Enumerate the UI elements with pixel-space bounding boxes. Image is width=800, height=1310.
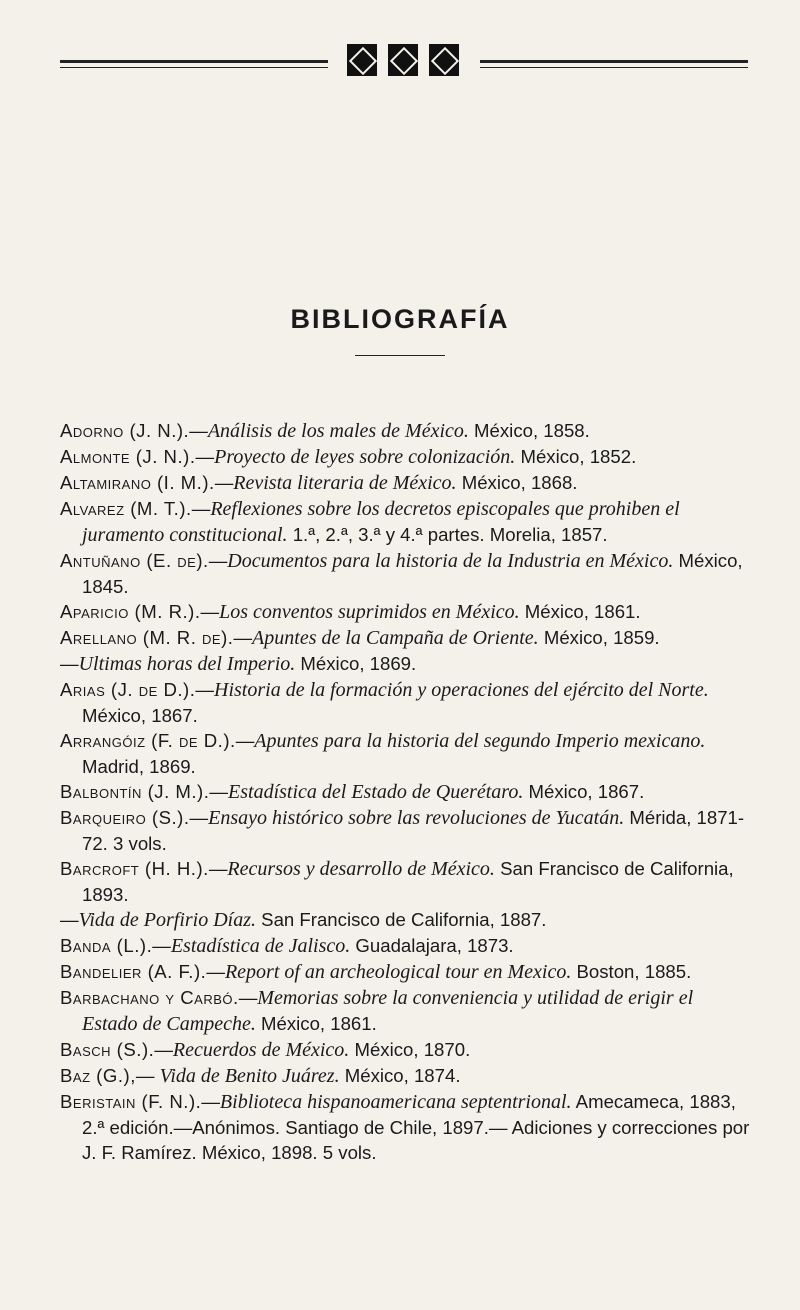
entry-title: Biblioteca hispanoamericana septentrional. [219,1091,572,1113]
bibliography-entry [60,1063,750,1089]
entry-imprint: México, 1867. [523,781,645,802]
entry-author: Basch (S.). [60,1039,155,1060]
entry-title: Análisis de los males de México. [207,420,469,442]
bibliography-entry [60,959,750,985]
entry-title: Ensayo histórico sobre las revoluciones de Yucatán. [208,807,625,829]
entry-title: Vida de Porfirio Díaz. [78,909,256,931]
ornamental-block-icon [347,44,377,76]
entry-imprint: San Francisco de California, 1887. [256,909,547,930]
entry-title: Memorias sobre la conveniencia y utilidad de erigir el Estado de Campeche. [82,987,694,1035]
entry-author: Barcroft (H. H.). [60,858,209,879]
bibliography-entry [60,599,750,625]
entry-title: Apuntes de la Campaña de Oriente. [252,627,539,649]
ornament-blocks [347,44,459,84]
entry-title: Apuntes para la historia del segundo Imperio mexicano. [254,730,706,752]
entry-title: Recursos y desarrollo de México. [227,858,495,880]
ornament-rule-left-thin [60,67,328,68]
entry-imprint: Amecameca, 1883, 2.ª edición.—Anónimos. Santiago de Chile, 1897.— Adiciones y correcciones por J. F. Ramírez. México, 1898. 5 vols. [82,1091,750,1163]
entry-separator: — [209,781,229,802]
entry-author: Baz (G.), [60,1065,136,1086]
entry-author: Arias (J. de D.). [60,679,196,700]
entry-separator: — [208,550,228,571]
entry-separator: — [235,730,255,751]
entry-imprint: México, 1874. [339,1065,461,1086]
entry-imprint: Boston, 1885. [571,961,692,982]
bibliography-entry [60,985,750,1037]
entry-author: Barbachano y Carbó. [60,987,239,1008]
entry-imprint: México, 1845. [82,550,743,597]
bibliography-entry [60,779,750,805]
entry-separator: — [152,935,171,956]
entry-title: Documentos para la historia de la Industria en México. [227,550,674,572]
entry-imprint: México, 1859. [538,627,660,648]
bibliography-entry [60,496,750,548]
entry-imprint: Madrid, 1869. [82,756,196,777]
entry-author: Bandelier (A. F.). [60,961,207,982]
entry-title: Ultimas horas del Imperio. [78,653,296,675]
entry-author: Barqueiro (S.). [60,807,190,828]
ornament-rule-right-thin [480,67,748,68]
bibliography-entry [60,805,750,856]
bibliography-entry [60,1089,750,1165]
entry-separator: — [189,807,209,828]
entry-title: Revista literaria de México. [233,472,457,494]
bibliography-entry [60,548,750,599]
entry-author: Arrangóiz (F. de D.). [60,730,236,751]
entry-separator: — [200,601,220,622]
entry-title: Estadística de Jalisco. [170,935,351,957]
entry-author: Banda (L.). [60,935,153,956]
entry-title: Vida de Benito Juárez. [159,1065,340,1087]
entry-imprint: Mérida, 1871-72. 3 vols. [82,807,745,854]
entry-author: Antuñano (E. de). [60,550,209,571]
bibliography-entry [60,677,750,728]
entry-separator: — [60,653,79,674]
bibliography-entry [60,933,750,959]
entry-imprint: 1.ª, 2.ª, 3.ª y 4.ª partes. Morelia, 1857. [287,524,608,545]
entry-separator: — [195,679,215,700]
title-divider [355,355,445,356]
entry-separator: — [206,961,225,982]
entry-separator: — [195,446,215,467]
entry-title: Proyecto de leyes sobre colonización. [214,446,516,468]
header-ornament [60,44,748,84]
bibliography-entry [60,470,750,496]
page-title: BIBLIOGRAFÍA [290,304,510,334]
entry-imprint: México, 1861. [519,601,641,622]
entry-imprint: México, 1867. [82,705,198,726]
bibliography-entry [60,1037,750,1063]
bibliography-entry [60,856,750,907]
entry-separator: — [191,498,211,519]
entry-author: Alvarez (M. T.). [60,498,192,519]
entry-author: Adorno (J. N.). [60,420,190,441]
entry-title: Recuerdos de México. [172,1039,350,1061]
entry-imprint: México, 1869. [295,653,417,674]
entry-author: Balbontín (J. M.). [60,781,210,802]
bibliography-entry [60,444,750,470]
entry-separator: — [233,627,253,648]
entry-separator: — [201,1091,220,1112]
entry-separator: — [189,420,208,441]
bibliography-list [60,418,750,1165]
entry-imprint: México, 1858. [468,420,590,441]
entry-title: Reflexiones sobre los decretos episcopales que prohiben el juramento constitucional. [82,498,680,546]
entry-imprint: Guadalajara, 1873. [350,935,514,956]
entry-author: Altamirano (I. M.). [60,472,215,493]
bibliography-entry [60,418,750,444]
entry-title: Estadística del Estado de Querétaro. [228,781,524,803]
entry-imprint: México, 1852. [515,446,637,467]
entry-imprint: San Francisco de California, 1893. [82,858,734,905]
entry-separator: — [154,1039,173,1060]
entry-separator: — [60,909,79,930]
entry-title: Report of an archeological tour en Mexico. [224,961,572,983]
entry-separator: — [238,987,258,1008]
entry-imprint: México, 1868. [456,472,578,493]
entry-imprint: México, 1861. [255,1013,377,1034]
entry-imprint: México, 1870. [349,1039,471,1060]
ornamental-block-icon [388,44,418,76]
entry-author: Almonte (J. N.). [60,446,196,467]
ornament-rule-left [60,60,328,63]
entry-title: Historia de la formación y operaciones del ejército del Norte. [214,679,709,701]
ornamental-block-icon [429,44,459,76]
entry-author: Beristain (F. N.). [60,1091,202,1112]
ornament-rule-right [480,60,748,63]
entry-title: Los conventos suprimidos en México. [219,601,520,623]
bibliography-entry [60,651,750,677]
entry-author: Aparicio (M. R.). [60,601,201,622]
entry-separator: — [214,472,234,493]
bibliography-entry [60,728,750,779]
bibliography-entry [60,907,750,933]
entry-separator: — [208,858,228,879]
entry-separator: — [135,1065,160,1086]
bibliography-entry [60,625,750,651]
entry-author: Arellano (M. R. de). [60,627,234,648]
